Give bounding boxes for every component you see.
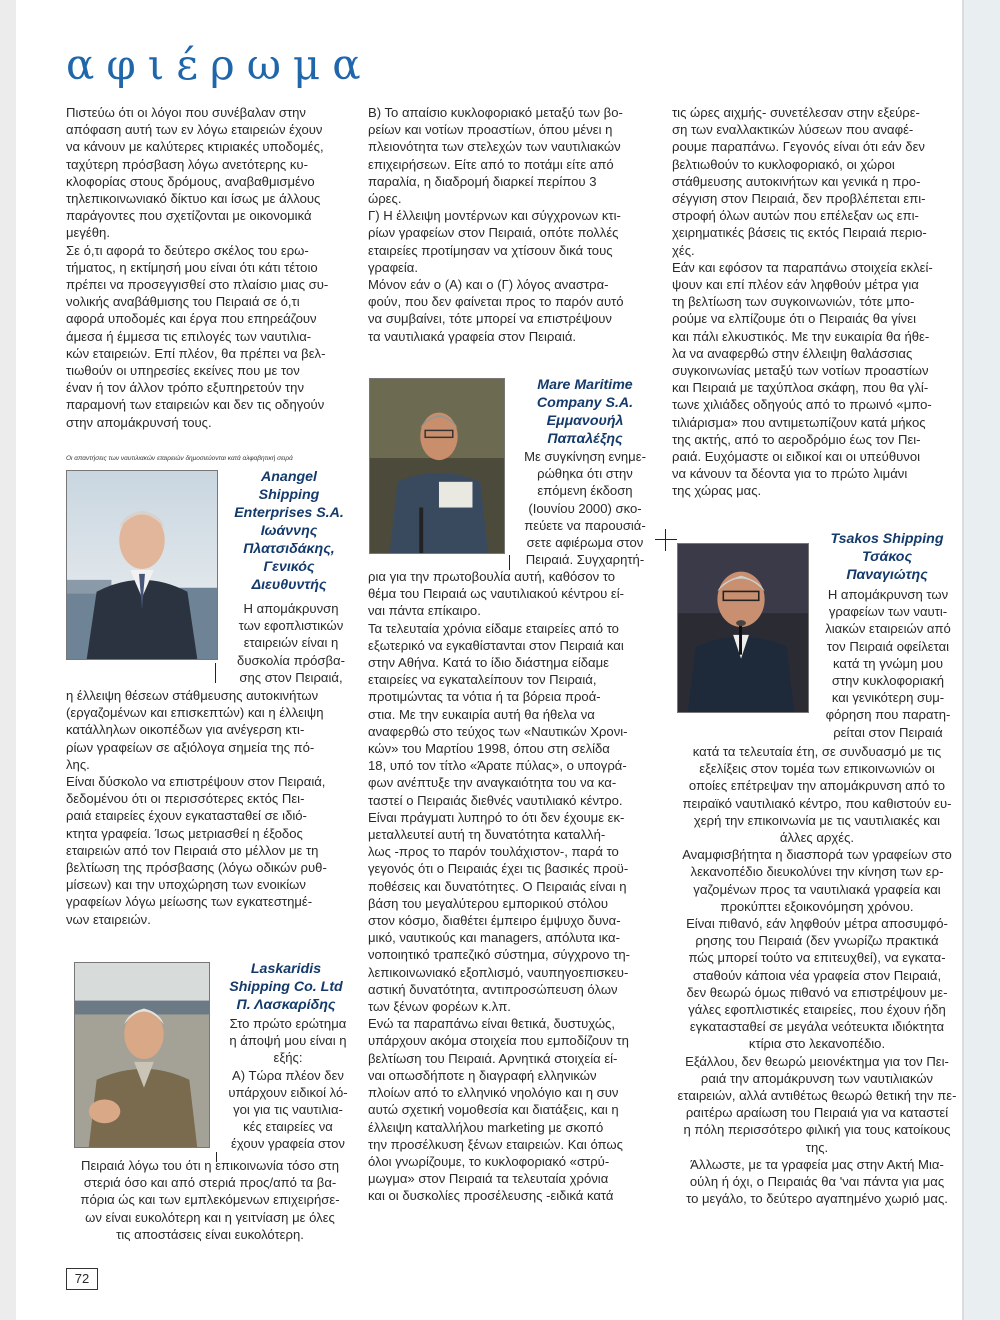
text-line: Β) Το απαίσιο κυκλοφοριακό μεταξύ των βο- [368,105,623,120]
text-line: λης. [66,756,90,772]
text-line: κών εταιρειών. Επί πλέον, θα πρέπει να βελ- [66,345,326,361]
text-line: εταιρειών από τον Πειραιά στο μέλλον με τη [66,842,319,858]
anangel-side-text [228,600,354,686]
text-line: πεύετε να παρουσιά- [524,517,646,533]
text-line: ναι οπωσδήποτε η διαγραφή ελληνικών [368,1067,597,1083]
column-1 [66,104,354,431]
text-line: λα να αναφερθώ στην έλλειψη θαλάσσιας [672,345,913,361]
text-line: τηλεπικοινωνιακό δίκτυο και ίσως με άλλους [66,191,321,207]
text-line: γραφείων των ναυτι- [828,604,948,620]
text-line: Company S.A. [536,395,634,411]
page-number: 72 [66,1268,98,1290]
text-line: βελτίωση του Πειραιά. Αρνητικά στοιχεία εί- [368,1050,618,1066]
text-line: δυσκολία πρόσβα- [237,652,345,668]
text-line: εξωτερικό να εγκαθίστανται στον Πειραιά και [368,637,624,653]
text-line: γαζομένων προς τα ναυτιλιακά γραφεία και [693,881,941,897]
anangel-full-text [66,687,354,928]
text-line: εταιρείες να εγκαταλείπουν τον Πειραιά, [368,672,597,688]
text-line: Τα τελευταία χρόνια είδαμε εταιρείες από το [368,620,619,636]
mare-side-text [512,448,658,568]
text-line: αυτώ σχετική νομοθεσία και διατάξεις, και η [368,1102,619,1118]
text-line: κές εταιρείες να [243,1119,333,1135]
text-line: ποθέσεις και δυνατότητες. Ο Πειραιάς είναι η [368,878,627,894]
text-line: Ενώ τα παραπάνω είναι θετικά, δυστυχώς, [368,1016,615,1032]
text-line: αφορά υποδομές και έργα που επηρεάζουν [66,311,317,327]
text-line: ρίων γραφείων στον Πειραιά, οπότε πολλές [368,225,619,241]
text-line: ρουμε παραπάνω. Γεγονός είναι ότι εάν δεν [672,139,925,155]
text-line: Πλατσιδάκης, [243,541,335,557]
text-line: πλοίων από το ελληνικό νηολόγιο και η συν [368,1085,619,1101]
text-line: η πόλη περισσότερο φιλική για τους κατοίκους [683,1122,951,1138]
text-line: Σε ό,τι αφορά το δεύτερο σκέλος του ερω- [66,242,309,258]
text-line: Anangel [261,469,317,485]
text-line: επιχειρήσεων. Είτε από το ποτάμι είτε από [368,156,614,172]
text-line: ούλη ή όχι, ο Πειραιάς θα 'ναι πάντα για μας [689,1174,945,1190]
photo-laskaridis [74,962,210,1148]
text-line: Α) Τώρα πλέον δεν [232,1067,344,1083]
text-line: πώς μπορεί τούτο να επιτευχθεί), να εγκατα- [688,950,946,966]
tsakos-side-text [814,586,962,741]
col2-top-text [368,104,658,345]
text-line: προκύπτει εξοικονόμηση χρόνου. [720,898,914,914]
text-line: γάλες εφοπλιστικές εταιρείες, που έχουν ήδη [688,1002,946,1018]
mare-full-text [368,568,658,1205]
text-line: μεταλλευτεί αυτή τη δυνατότητα καταλλή- [368,827,606,843]
text-line: λεπικοινωνιακό εξοπλισμό, ναυπηγοεπισκευ- [368,964,629,980]
text-line: Είναι πράγματι λυπηρό το ότι δεν έχουμε εκ- [368,809,625,825]
text-line: τήματος, η εκτίμησή μου είναι ότι κάτι τέτοιο [66,259,318,275]
text-line: τον Πειραιά οφείλεται [826,638,950,654]
text-line: Είναι δύσκολο να επιστρέψουν στον Πειραιά, [66,774,326,790]
laskaridis-side-text [222,1015,354,1153]
text-line: και Πειραιά με ταχύπλοα σκάφη, που θα γλί- [672,380,929,396]
text-line: τα ναυτιλιακά γραφεία στον Πειραιά. [368,328,577,344]
text-line: σης στον Πειραιά, [239,669,343,685]
text-line: φων ανέπτυξε την αναγκαιότητα του να κα- [368,775,617,791]
text-line: ων είναι ευκολότερη και η γειτνίαση με όλες [85,1209,335,1225]
text-line: κατάλληλων οικοπέδων για ανέγερση κτι- [66,722,305,738]
text-line: (Ιουνίου 2000) σκο- [528,500,642,516]
text-line: Γενικός [263,559,315,575]
text-line: όλοι γνωρίζουμε, το κυκλοφοριακό «στρύ- [368,1153,610,1169]
text-line: Με συγκίνηση ενημε- [524,449,646,464]
text-line: πειραϊκό ναυτιλιακό κέντρο, που καθιστούν ευ- [682,795,952,811]
text-line: ώρες. [368,191,402,207]
text-line: στην κυκλοφοριακή [831,673,945,689]
text-line: έχουν γραφεία στον [231,1136,345,1152]
text-line: στάθμευσης αυτοκινήτων και γενικά η προ- [672,173,921,189]
text-line: έναν ή τον άλλον τρόπο εξυπηρετούν την [66,380,305,396]
text-line: χερή την επικοινωνία με τις ναυτιλιακές και [693,812,941,828]
text-line: των εφοπλιστικών [238,618,344,634]
text-line: στην Αθήνα. Κατά το ίδιο διάστημα είδαμε [368,655,609,671]
caption-anangel [224,468,354,594]
text-line: γραφεία. [368,259,419,275]
col1-intro [66,104,354,431]
text-line: οποίες επέτρεψαν την απομάκρυνση από το [688,778,946,794]
text-line: ρείται στον Πειραιά [833,724,943,740]
text-line: της ακτής, από το αεροδρόμιο έως τον Πει- [672,431,921,447]
text-line: Η απομάκρυνση των [827,587,949,602]
text-line: προτιμώντας τα νότια ή τα βόρεια προά- [368,689,601,705]
text-line: στεριά όσο και από στεριά προς/από τα βα- [83,1175,337,1191]
text-line: τωνε χιλιάδες οδηγούς από το πρωινό «μπο- [672,397,932,413]
text-line: Enterprises S.A. [234,505,344,521]
text-line: Tsakos Shipping [830,531,944,547]
caption-mare-maritime [510,376,660,448]
text-line: να κάνουν τα δέοντα για το πρώτο λιμάνι [672,466,908,482]
text-line: ραιά. Ευχόμαστε οι ειδικοί και οι υπεύθυνοι [672,449,921,465]
text-line: κατά τα τελευταία έτη, σε συνδυασμό με τις [692,744,942,759]
text-line: νολικής αναβάθμισης του Πειραιά σε ό,τι [66,294,300,310]
text-line: υπάρχουν ειδικοί λό- [228,1084,348,1100]
text-line: Η απομάκρυνση [243,601,339,616]
text-line: Παπαλέξης [547,431,623,447]
text-line: 18, υπό τον τίτλο «Άρατε πύλας», ο υπογρά- [368,758,627,774]
text-line: νων εταιρειών. [66,911,151,927]
text-line: τις ώρες αιχμής- συνετέλεσαν στην εξεύρε- [672,105,920,120]
text-line: της. [805,1139,829,1155]
right-margin-strip [962,0,1000,1320]
text-line: η άποψή μου είναι η [229,1033,347,1049]
text-line: ρια για την πρωτοβουλία αυτή, καθόσον το [368,569,616,584]
text-line: άμεσα ή έμμεσα τις επιλογές των ναυτιλια- [66,328,312,344]
text-line: άλλες αρχές. [779,830,855,846]
text-line: πόρια ώς και των εμπλεκόμενων επιχειρήσε- [80,1192,340,1208]
photo-anangel [66,470,218,660]
text-line: εξελίξεις στον τομέα των επικοινωνιών οι [699,761,935,777]
text-line: παραμονή των εταιρειών και δεν τις οδηγούν [66,397,325,413]
text-line: μίσεων) και την υποχώρηση των ενοικίων [66,877,306,893]
text-line: τη βελτίωση των συγκοινωνιών, τότε μπο- [672,294,915,310]
text-line: μεγέθη. [66,225,110,241]
text-line: το μεγάλο, το δεύτερο αγαπημένο χωριό μας. [686,1191,948,1207]
text-line: ρίων γραφείων σε αξιόλογα σημεία της πό- [66,739,315,755]
text-line: φούν, που δεν φαίνεται προς το παρόν αυτό [368,294,624,310]
text-line: Στο πρώτο ερώτημα [229,1016,347,1031]
text-line: επόμενη έκδοση [537,483,633,499]
text-line: πλειονότητα των στελεχών των ναυτιλιακών [368,139,621,155]
text-line: κών» του Μαρτίου 1998, όπου στη σελίδα [368,741,610,757]
text-line: βελτιωθούν το κυκλοφοριακό, οι χώροι [672,156,895,172]
text-line: Shipping [258,487,320,503]
text-line: Διευθυντής [251,577,327,593]
laskaridis-full-text [66,1157,354,1243]
text-line: γραφείων λόγω μείωσης των εγκατεστημέ- [66,894,313,910]
text-line: συγκοινωνίας μεταξύ των νοτίων προαστίων [672,363,929,379]
text-line: Shipping Co. Ltd [229,979,343,995]
text-line: Τσάκος [861,549,913,565]
text-line: Αναμφισβήτητα η διασπορά των γραφείων στο [682,847,952,863]
text-line: Είναι πιθανό, εάν ληφθούν μέτρα αποσυμφό- [686,916,948,932]
text-line: εταιρειών, αλλά αντιθέτως θεωρώ θετική την πε- [677,1088,957,1104]
text-line: θέμα του Πειραιά ως ναυτιλιακού κέντρου εί- [368,586,625,602]
text-line: παραλία, η διαδρομή διαρκεί περίπου 3 [368,173,597,189]
text-line: γεγονός ότι ο Πειραιάς έχει τις βασικές προϋ- [368,861,629,877]
text-line: κτίρια στο λεκανοπέδιο. [748,1036,886,1052]
text-line: ναι πάντα επίκαιρο. [368,603,481,619]
photo-tsakos [677,543,809,713]
footnote: Οι απαντήσεις των ναυτιλιακών εταιρειών δημοσιεύονται κατά αλφαβητική σειρά [66,455,293,462]
text-line: να συμβαίνει, τότε μπορεί να επιστρέψουν [368,311,612,327]
text-line: Εμμανουήλ [546,413,624,429]
text-line: Laskaridis [250,961,322,977]
text-line: Γ) Η έλλειψη μοντέρνων και σύγχρονων κτι- [368,208,621,224]
text-line: εταιρείες προτίμησαν να χτίσουν δικά τους [368,242,613,258]
caption-laskaridis [216,960,356,1014]
text-line: δεν θεωρώ όμως πιθανό να επιστρέψουν με- [686,984,948,1000]
text-line: τιλιάρισμα» που αντιμετωπίζουν κατά μήκος [672,414,926,430]
col3-top-text [672,104,962,500]
text-line: βάση του μεγαλύτερου εμπορικού στόλου [368,895,609,911]
text-line: χειρηματικές βάσεις τις εκτός Πειραιά περιο- [672,225,927,241]
text-line: σέγγιση στον Πειραιά, δεν προβλέπεται επι- [672,191,926,207]
text-line: πρέπει να προσεγγισθεί στο πλαίσιο μιας συ- [66,277,329,293]
text-line: βελτίωση της πρόσβασης (λόγω οδικών ρυθ- [66,860,327,876]
text-line: Πιστεύω ότι οι λόγοι που συνέβαλαν στην [66,105,306,120]
text-line: κτητα γραφεία. Ίσως μετριασθεί η έξοδος [66,825,303,841]
text-line: και γενικότερη συμ- [831,690,945,706]
text-line: να κάνουν με καλύτερες κτιριακές υποδομές, [66,139,324,155]
text-line: κατά τη γνώμη μου [832,655,943,671]
tsakos-full-text [672,743,962,1207]
text-line: ραιά εταιρείες έχουν εγκατασταθεί σε ιδιό- [66,808,307,824]
text-line: ση των εναλλακτικών λύσεων που αναφέ- [672,122,914,138]
text-line: απόφαση αυτή των εν λόγω εταιρειών έχουν [66,122,323,138]
text-line: εγκατασταθεί σε μεγάλα νεότευκτα ιδιόκτητα [689,1019,945,1035]
text-line: Mare Maritime [537,377,633,393]
text-line: ραιτέρω αραίωση του Πειραιά για να καταστεί [685,1105,949,1121]
text-line: σετε αφιέρωμα στον [526,535,644,551]
left-margin-strip [0,0,16,1320]
text-line: στον κόσμο, διαθέτει έμπειρο έμψυχο δυνα- [368,913,621,929]
section-title: αφιέρωμα [66,40,373,89]
text-line: ρώθηκα ότι στην [537,466,633,482]
text-line: στια. Με την ευκαιρία αυτή θα ήθελα να [368,706,595,722]
text-line: μικό, ναυτικούς και managers, απόλυτα ικα- [368,930,620,946]
caption-tsakos [812,530,962,584]
text-line: η έλλειψη θέσεων στάθμευσης αυτοκινήτων [66,688,319,703]
text-line: φόρηση που παρατη- [825,707,951,723]
text-line: τιωθούν οι υπηρεσίες εκείνες που με τον [66,363,300,379]
text-line: σταθούν κάποια νέα γραφεία στον Πειραιά, [692,967,942,983]
text-line: ραιά την απομάκρυνση των ναυτιλιακών [700,1070,934,1086]
text-line: αναφερθώ στο τεύχος των «Ναυτικών Χρονι- [368,723,628,739]
text-line: ταχύτερη πρόσβαση λόγω ανετότερης κυ- [66,156,308,172]
text-line: στροφή όλων αυτών που επέλεξαν ως επι- [672,208,919,224]
text-line: Εάν και εφόσον τα παραπάνω στοιχεία εκλεί- [672,259,933,275]
text-line: στην απομάκρυνσή τους. [66,414,212,430]
text-line: και οι δυσκολίες προσέλευσης -ειδικά κατά [368,1188,614,1204]
text-line: Μόνον εάν ο (Α) και ο (Γ) λόγος αναστρα- [368,277,609,293]
text-line: ταστεί ο Πειραιάς διεθνές ναυτιλιακό κέντρο. [368,792,623,808]
text-line: εταιρειών είναι η [243,635,339,651]
text-line: των ξένων φορέων κ.λπ. [368,999,511,1015]
photo-mare-maritime [369,378,505,554]
text-line: ρείων και νοτίων προαστίων, όπου μένει η [368,122,613,138]
text-line: Πειραιά. Συγχαρητή- [525,552,645,568]
text-line: ψουν και επί πλέον εάν ληφθούν μέτρα για [672,277,919,293]
text-line: λως -προς το παρόν τουλάχιστον-, παρά το [368,844,619,860]
text-line: νοποιητικό τραπεζικό σύστημα, σύγχρονο τη- [368,947,631,963]
text-line: εξής: [273,1050,303,1066]
text-line: ρησης του Πειραιά (δεν γνωρίζω πρακτικά [695,933,939,949]
text-line: υπάρχουν ακόμα στοιχεία που εμποδίζουν τη [368,1033,629,1049]
text-line: τις αποστάσεις είναι ευκολότερη. [116,1226,304,1242]
text-line: χές. [672,242,695,258]
text-line: Παναγιώτης [846,567,928,583]
text-line: Π. Λασκαρίδης [236,997,336,1013]
text-line: μωγμα» στον Πειραιά τα τελευταία χρόνια [368,1171,609,1187]
text-line: της χώρας μας. [672,483,762,499]
text-line: ρούμε να ελπίζουμε ότι ο Πειραιάς θα γίνει [672,311,916,327]
bracket-line [665,529,666,551]
text-line: δεδομένου ότι οι περισσότερες εκτός Πει- [66,791,305,807]
text-line: κλοφορίας στους δρόμους, αναβαθμισμένο [66,173,315,189]
text-line: γοι για τις ναυτιλια- [233,1102,343,1118]
text-line: (εργαζομένων και επισκεπτών) και η έλλειψη [66,705,324,721]
text-line: παράγοντες που σχετίζονται με οικονομικά [66,208,312,224]
text-line: Πειραιά λόγω του ότι η επικοινωνία τόσο στη [81,1158,339,1173]
text-line: και πάλι ελκυστικός. Με την ευκαιρία θα ήθε- [672,328,930,344]
text-line: έλλειψη καταλλήλου marketing με σκοπό [368,1119,604,1135]
bracket-line [655,539,677,540]
text-line: λεκανοπέδιο διευκολύνει την κίνηση των ερ- [690,864,944,880]
text-line: λιακών εταιρειών από [825,621,951,637]
bracket-line [215,663,216,683]
text-line: Εξάλλου, δεν θεωρώ μειονέκτημα για τον Πει- [685,1053,949,1069]
text-line: Άλλωστε, με τα γραφεία μας στην Ακτή Μια- [690,1156,944,1172]
text-line: Ιωάννης [260,523,318,539]
text-line: την προσέλκυση ξένων εταιρειών. Και όπως [368,1136,623,1152]
text-line: αστική δυνατότητα, αντιπροσώπευση όλων [368,981,618,997]
